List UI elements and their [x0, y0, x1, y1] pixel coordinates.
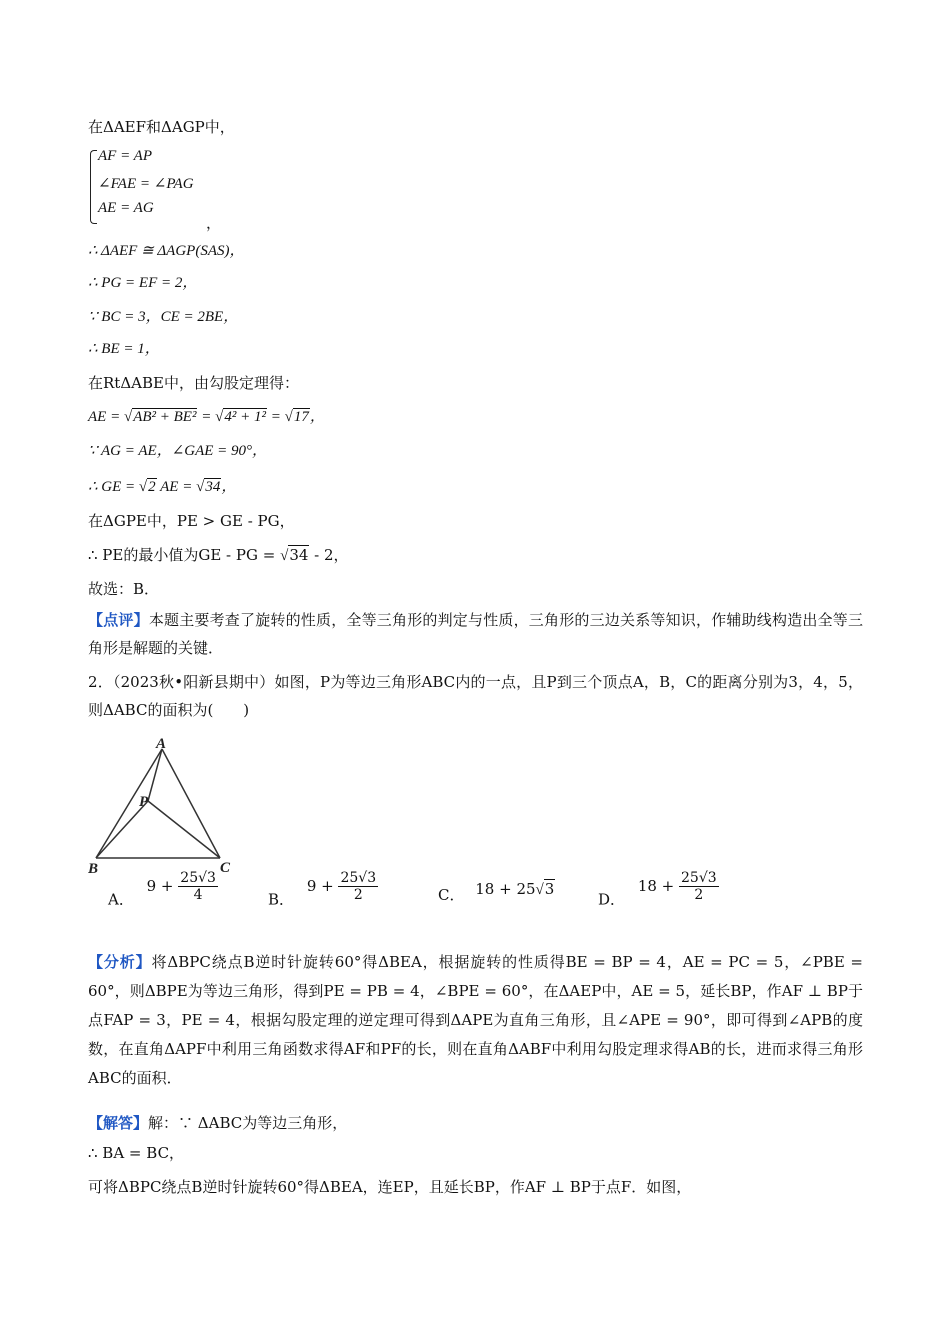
point-label-p: P: [139, 794, 149, 810]
proof-line-4: ∵ BC = 3，CE = 2BE，: [88, 309, 239, 325]
option-d[interactable]: D． 18 + $\frac{25√3}{2}$: [598, 870, 717, 909]
vertex-label-b: B: [88, 861, 99, 876]
solution-line-2: ∴ BA = BC，: [88, 1144, 185, 1162]
edge-ac: [162, 749, 220, 858]
proof-line-12: 故选：B．: [88, 580, 160, 598]
vertex-label-c: C: [220, 860, 231, 876]
solution-tag: 【解答】: [88, 1114, 149, 1132]
system-end-comma: ，: [206, 214, 222, 232]
comment-paragraph: [88, 606, 863, 662]
segment-pa: [148, 749, 162, 801]
sqrt-radicand-2: 4² + 1²: [224, 409, 266, 425]
proof-line-11: ∴ PE的最小值为GE - PG = √34 - 2，: [88, 546, 349, 564]
comment-tag: 【点评】: [88, 611, 149, 629]
proof-line-7: AE = √AB² + BE² = √4² + 1² = √17，: [88, 409, 325, 425]
option-c[interactable]: C． 18 + 25√3: [438, 880, 555, 904]
system-row-2: ∠FAE = ∠PAG: [98, 176, 194, 192]
solution-line-1: 【解答】解：∵ ΔABC为等边三角形，: [88, 1114, 348, 1132]
proof-line-2: ∴ ΔAEF ≅ ΔAGP(SAS)，: [88, 243, 245, 259]
question-paragraph: 2．（2023秋•阳新县期中）如图，P为等边三角形ABC内的一点，且P到三个顶点A，B，C的距离分别为3，4，5，则ΔABC的面积为( ): [88, 673, 863, 719]
option-a[interactable]: A． 9 + $\frac{25√3}{4}$: [108, 870, 216, 909]
system-row-1: AF = AP: [98, 148, 153, 164]
analysis-tag: 【分析】: [88, 953, 152, 971]
vertex-label-a: A: [156, 736, 167, 752]
proof-line-8: ∵ AG = AE，∠GAE = 90°，: [88, 443, 268, 459]
proof-line-10: 在ΔGPE中，PE > GE - PG，: [88, 512, 295, 530]
segment-pc: [148, 801, 220, 858]
comment-text: 本题主要考查了旋转的性质，全等三角形的判定与性质，三角形的三边关系等知识，作辅助线构造出全等三角形是解题的关键．: [88, 611, 863, 657]
sqrt-radicand-3: 17: [293, 409, 309, 425]
proof-line-6: 在RtΔABE中，由勾股定理得：: [88, 374, 299, 392]
proof-line-3: ∴ PG = EF = 2，: [88, 275, 198, 291]
system-row-3: AE = AG: [98, 200, 154, 216]
proof-line-5: ∴ BE = 1，: [88, 341, 160, 357]
option-b[interactable]: B． 9 + $\frac{25√3}{2}$: [268, 870, 377, 909]
analysis-text: 将ΔBPC绕点B逆时针旋转60°得ΔBEA，根据旋转的性质得BE = BP = 4，AE = PC = 5，∠PBE = 60°，则ΔBPE为等边三角形，得到PE = PB = 4，∠BPE = 60°，在ΔAEP中，AE = 5，延长BP，作AF ⊥ BP于点FAP = 3，PE = 4，根据勾股定理的逆定理可得到ΔAPE为直角三角形，且∠APE = 90°，即可得到∠APB的度数，在直角ΔAPF中利用三角函数求得AF和PF的长，则在直角ΔABF中利用勾股定理求得AB的长，进而求得三角形ABC的面积．: [88, 953, 863, 1087]
proof-line-1: 在ΔAEF和ΔAGP中，: [88, 118, 235, 136]
analysis-paragraph: [88, 948, 863, 1093]
sqrt-radicand-1: AB² + BE²: [133, 409, 197, 425]
proof-line-9: ∴ GE = √2 AE = √34，: [88, 479, 237, 495]
solution-line-3: 可将ΔBPC绕点B逆时针旋转60°得ΔBEA，连EP，且延长BP，作AF ⊥ BP于点F．如图，: [88, 1178, 692, 1196]
triangle-figure: [88, 736, 238, 876]
left-brace: [90, 150, 97, 224]
